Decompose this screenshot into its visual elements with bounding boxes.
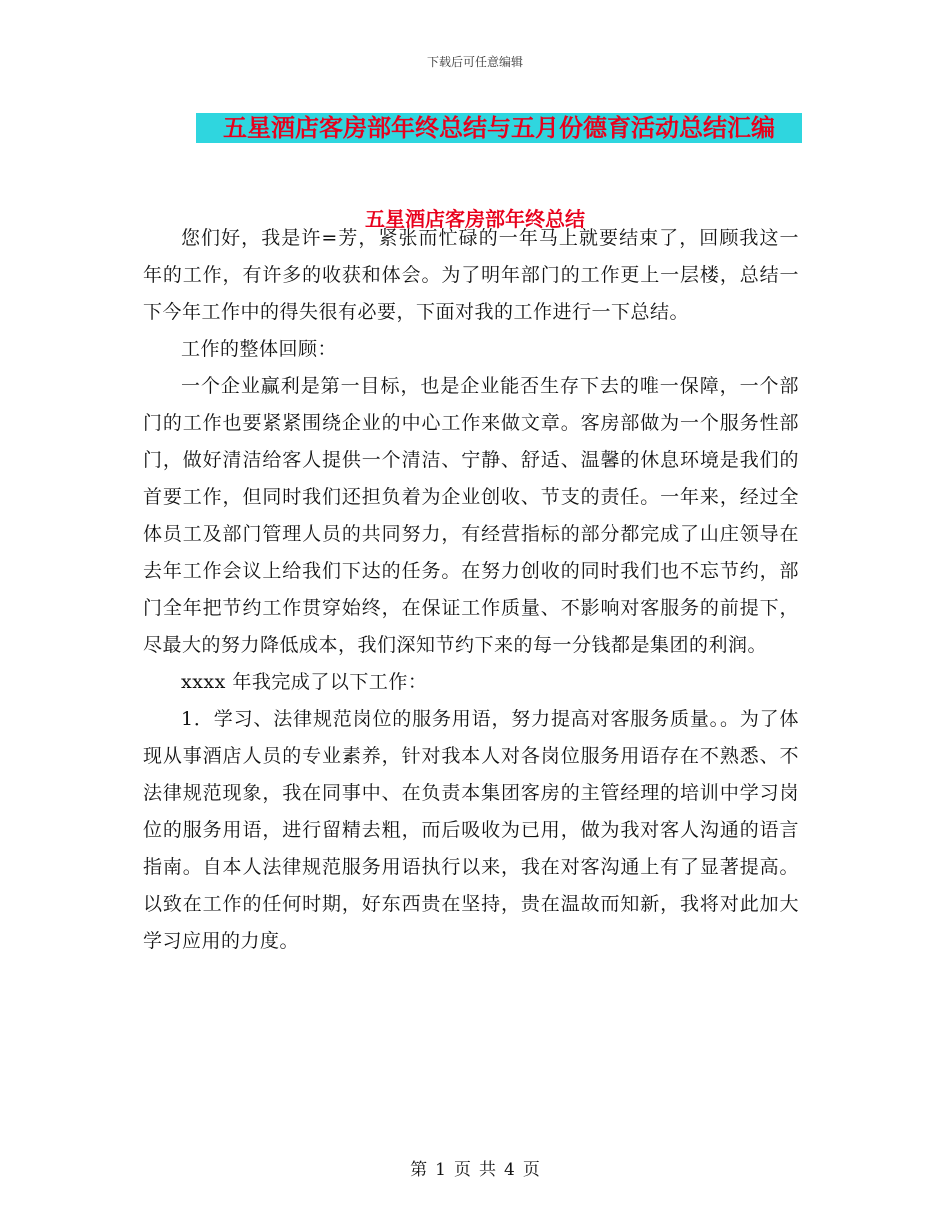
document-body [143,220,799,960]
paragraph-review: 一个企业赢利是第一目标，也是企业能否生存下去的唯一保障，一个部门的工作也要紧紧围绕企业的中心工作来做文章。客房部做为一个服务性部门，做好清洁给客人提供一个清洁、宁静、舒适、温馨的休息环境是我们的首要工作，但同时我们还担负着为企业创收、节支的责任。一年来，经过全体员工及部门管理人员的共同努力，有经营指标的部分都完成了山庄领导在去年工作会议上给我们下达的任务。在努力创收的同时我们也不忘节约，部门全年把节约工作贯穿始终，在保证工作质量、不影响对客服务的前提下，尽最大的努力降低成本，我们深知节约下来的每一分钱都是集团的利润。 [143,375,799,656]
paragraph-review-heading: 工作的整体回顾： [181,338,338,360]
footer-total-prefix: 共 [479,1160,496,1180]
paragraph-greeting: 您们好，我是许=芳，紧张而忙碌的一年马上就要结束了，回顾我这一年的工作，有许多的收获和体会。为了明年部门的工作更上一层楼，总结一下今年工作中的得失很有必要，下面对我的工作进行一下总结。 [143,227,799,323]
footer-page-number: 1 [435,1160,446,1180]
footer-total-pages: 4 [504,1160,515,1180]
footer-prefix: 第 [410,1160,428,1180]
footer-page-unit: 页 [454,1160,471,1180]
header-note: 下载后可任意编辑 [426,55,523,69]
main-title: 五星酒店客房部年终总结与五月份德育活动总结汇编 [196,113,802,143]
paragraph-item-1: 1．学习、法律规范岗位的服务用语，努力提高对客服务质量。。为了体现从事酒店人员的专业素养，针对我本人对各岗位服务用语存在不熟悉、不法律规范现象，我在同事中、在负责本集团客房的主管经理的培训中学习岗位的服务用语，进行留精去粗，而后吸收为已用，做为我对客人沟通的语言指南。自本人法律规范服务用语执行以来，我在对客沟通上有了显著提高。以致在工作的任何时期，好东西贵在坚持，贵在温故而知新，我将对此加大学习应用的力度。 [143,708,799,952]
footer-total-unit: 页 [522,1160,540,1180]
section-title: 五星酒店客房部年终总结 [365,207,585,231]
page-footer [0,1155,950,1180]
paragraph-work-heading: xxxx 年我完成了以下工作： [181,671,428,693]
